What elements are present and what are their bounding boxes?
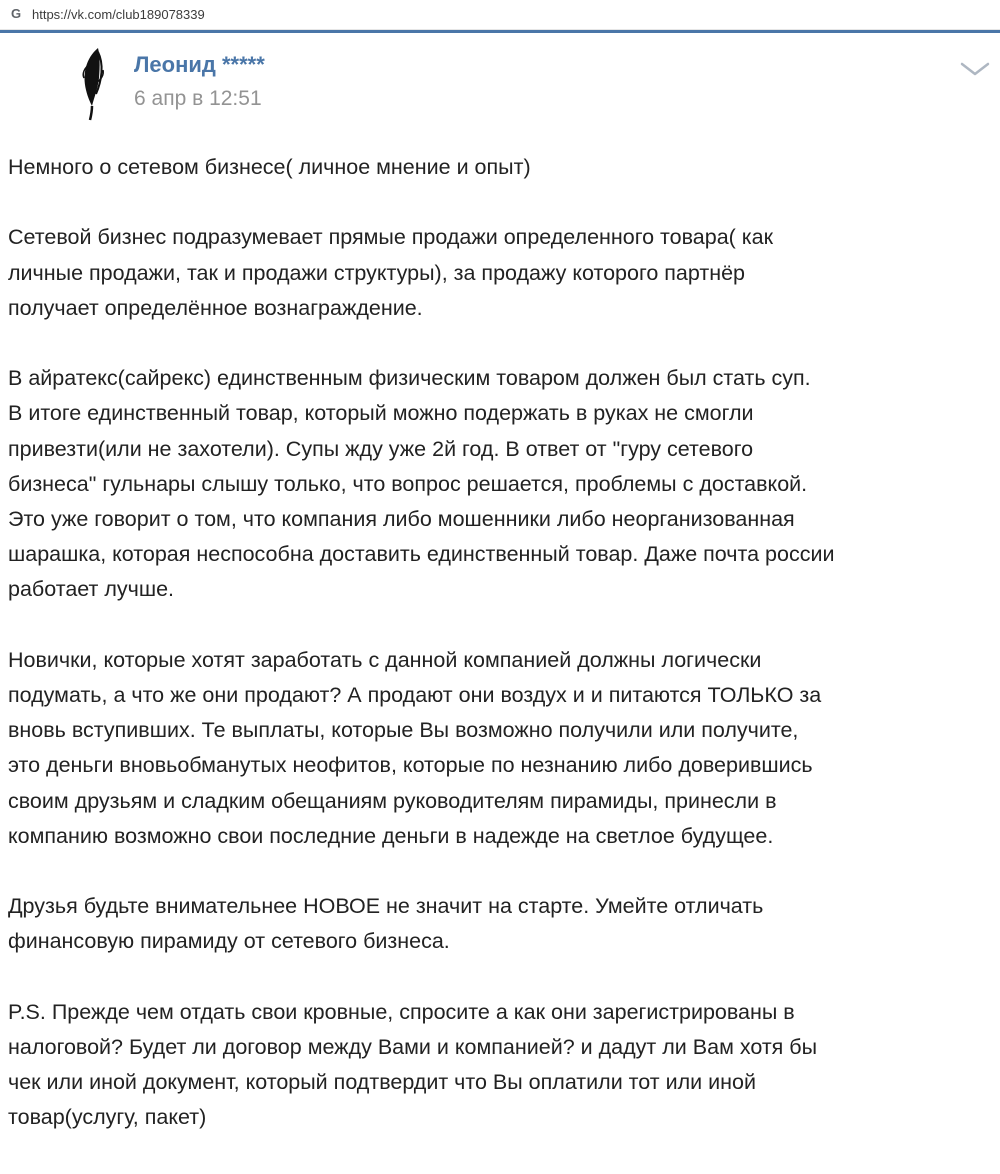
post-text-line: вновь вступивших. Те выплаты, которые Вы возможно получили или получите, [8, 718, 799, 743]
post-text-line: привезти(или не захотели). Супы жду уже 2й год. В ответ от "гуру сетевого [8, 436, 754, 461]
post-text-line: Друзья будьте внимательнее НОВОЕ не значит на старте. Умейте отличать [8, 894, 764, 919]
post-text-line: компанию возможно свои последние деньги в надежде на светлое будущее. [8, 823, 774, 848]
post-text-line: Немного о сетевом бизнесе( личное мнение и опыт) [8, 155, 531, 179]
post-paragraph [8, 361, 998, 607]
post-text-line: личные продажи, так и продажи структуры), за продажу которого партнёр [8, 260, 745, 285]
post-text-line: В итоге единственный товар, который можно подержать в руках не смогли [8, 401, 754, 426]
post-paragraph [8, 220, 998, 326]
post-text-line: P.S. Прежде чем отдать свои кровные, спросите а как они зарегистрированы в [8, 999, 795, 1024]
feather-quill-icon[interactable] [68, 44, 124, 124]
post-text-line: работает лучше. [8, 577, 175, 602]
post-text-line: товар(услугу, пакет) [8, 1105, 207, 1130]
post-text [8, 150, 998, 1171]
chevron-down-icon[interactable] [958, 58, 992, 80]
header-divider [0, 30, 1000, 33]
post-paragraph [8, 995, 998, 1136]
post-text-line: это деньги вновьобманутых неофитов, которые по незнанию либо доверившись [8, 753, 813, 778]
post-paragraph [8, 889, 998, 959]
post-text-line: В айратекс(сайрекс) единственным физическим товаром должен был стать суп. [8, 366, 811, 391]
post-text-line: Это уже говорит о том, что компания либо мошенники либо неорганизованная [8, 507, 795, 531]
post-text-line: Новички, которые хотят заработать с данной компанией должны логически [8, 647, 762, 672]
post-text-line: своим друзьям и сладким обещаниям руководителям пирамиды, принесли в [8, 788, 777, 813]
post-text-line: чек или иной документ, который подтвердит что Вы оплатили тот или иной [8, 1070, 756, 1095]
post-paragraph [8, 150, 998, 185]
post-text-line: шарашка, которая неспособна доставить единственный товар. Даже почта россии [8, 542, 835, 567]
post-text-line: подумать, а что же они продают? А продают они воздух и и питаются ТОЛЬКО за [8, 683, 822, 707]
post-text-line: Сетевой бизнес подразумевает прямые продажи определенного товара( как [8, 225, 774, 250]
google-g-icon: G [10, 6, 22, 21]
url-text[interactable]: https://vk.com/club189078339 [32, 7, 205, 22]
post-text-line: получает определённое вознаграждение. [8, 295, 423, 320]
post-text-line: бизнеса" гульнары слышу только, что вопрос решается, проблемы с доставкой. [8, 471, 808, 496]
address-bar[interactable] [0, 0, 1000, 30]
post-author[interactable]: Леонид ***** [134, 52, 265, 77]
post-date[interactable]: 6 апр в 12:51 [134, 87, 262, 110]
post-text-line: налоговой? Будет ли договор между Вами и компанией? и дадут ли Вам хотя бы [8, 1035, 818, 1059]
post-text-line: финансовую пирамиду от сетевого бизнеса. [8, 929, 450, 954]
post-paragraph [8, 643, 998, 854]
